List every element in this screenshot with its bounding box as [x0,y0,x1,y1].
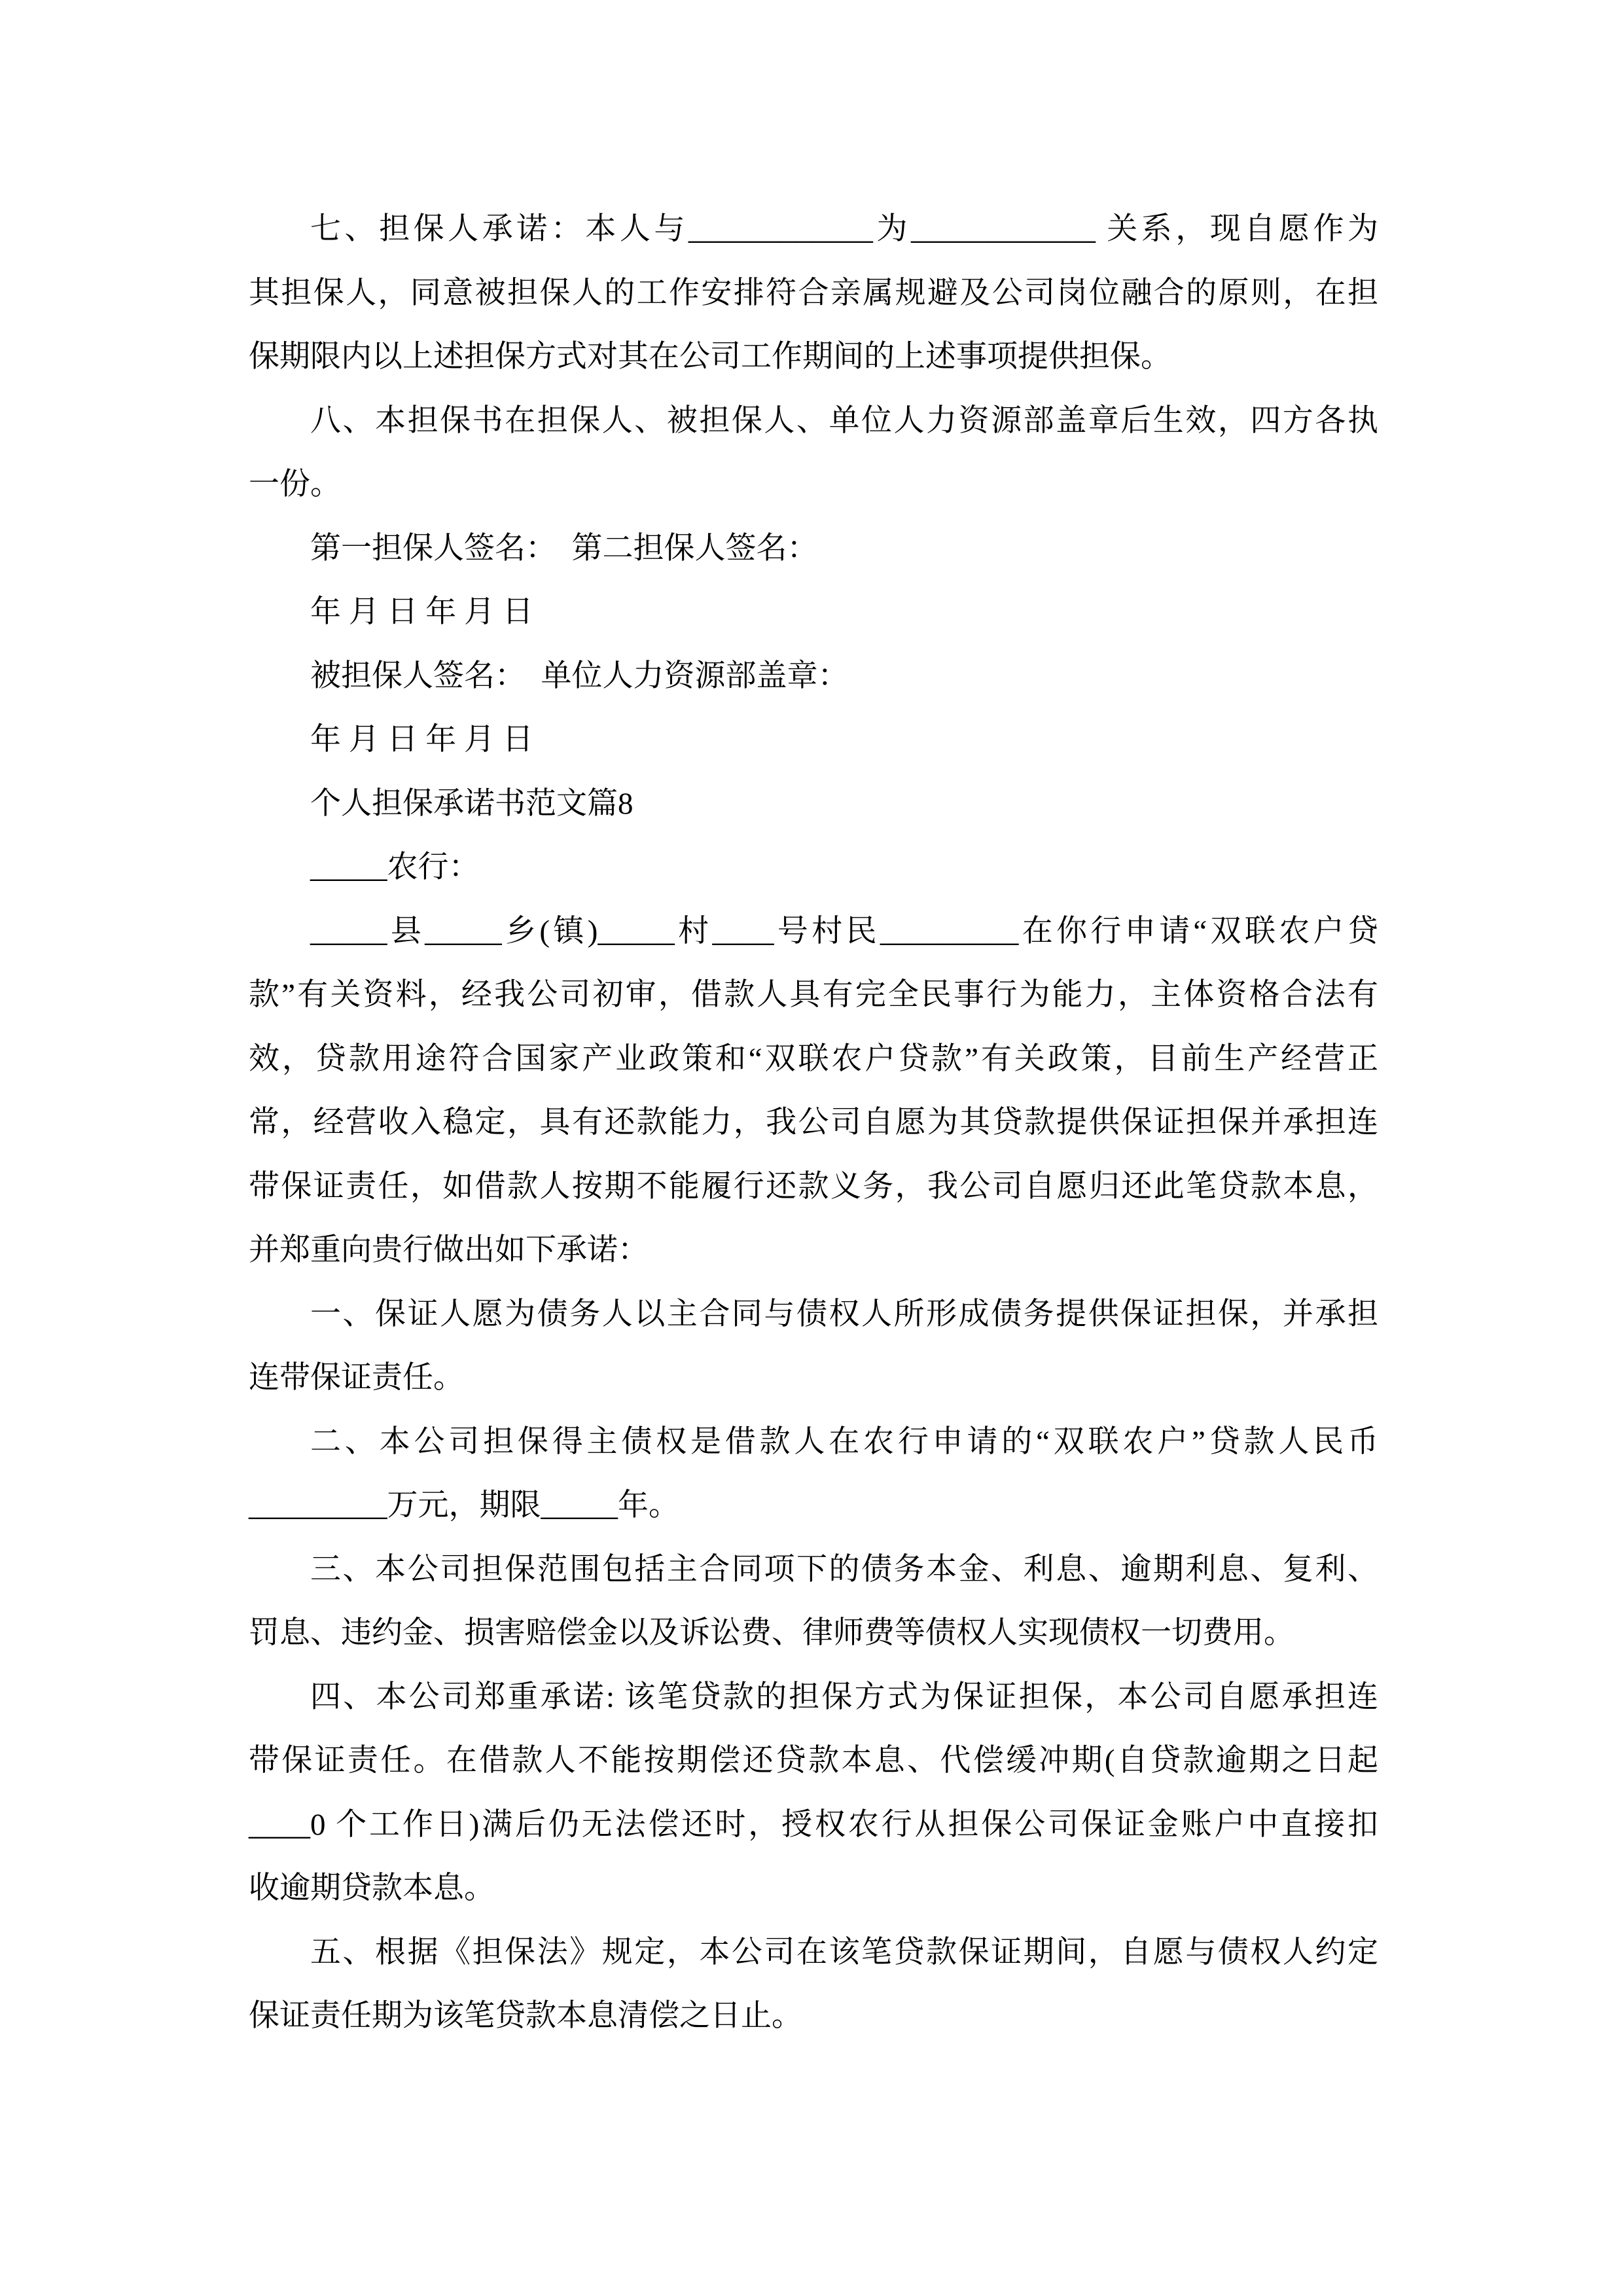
text-line: 连带保证责任。 [249,1361,464,1395]
text-line: _____县_____乡(镇)_____村____号村民_________在你行申请“双联农户贷 [310,914,1378,948]
text-line: 并郑重向贵行做出如下承诺： [249,1233,649,1267]
text-line: 被担保人签名： 单位人力资源部盖章： [310,658,849,693]
text-line: _____农行： [310,850,480,884]
document-body [249,198,1378,2049]
text-line: _________万元，期限_____年。 [249,1488,679,1522]
text-line: 五、根据《担保法》规定，本公司在该笔贷款保证期间，自愿与债权人约定 [310,1935,1378,1969]
text-line: 收逾期贷款本息。 [249,1871,495,1905]
text-line: 效，贷款用途符合国家产业政策和“双联农户贷款”有关政策，目前生产经营正 [249,1041,1378,1076]
text-line: 保证责任期为该笔贷款本息清偿之日止。 [249,1999,802,2033]
text-line: 常，经营收入稳定，具有还款能力，我公司自愿为其贷款提供保证担保并承担连 [249,1105,1378,1139]
text-line: ____0 个工作日)满后仍无法偿还时，授权农行从担保公司保证金账户中直接扣 [249,1807,1378,1842]
text-line: 其担保人，同意被担保人的工作安排符合亲属规避及公司岗位融合的原则，在担 [249,276,1378,310]
text-line: 带保证责任，如借款人按期不能履行还款义务，我公司自愿归还此笔贷款本息， [249,1169,1378,1204]
text-line: 罚息、违约金、损害赔偿金以及诉讼费、律师费等债权人实现债权一切费用。 [249,1616,1294,1650]
text-line: 一、保证人愿为债务人以主合同与债权人所形成债务提供保证担保，并承担 [310,1297,1378,1331]
doc-section-title: 个人担保承诺书范文篇8 [310,786,633,821]
text-line: 第一担保人签名： 第二担保人签名： [310,531,818,565]
text-line: 四、本公司郑重承诺: 该笔贷款的担保方式为保证担保，本公司自愿承担连 [310,1679,1378,1714]
text-line: 七、担保人承诺：本人与____________为____________ 关系，现自愿作为 [310,212,1378,246]
text-line: 二、本公司担保得主债权是借款人在农行申请的“双联农户”贷款人民币 [310,1424,1378,1459]
text-line: 八、本担保书在担保人、被担保人、单位人力资源部盖章后生效，四方各执 [310,403,1378,438]
text-line: 保期限内以上述担保方式对其在公司工作期间的上述事项提供担保。 [249,340,1171,374]
text-line: 年 月 日 年 月 日 [310,595,533,629]
text-line: 三、本公司担保范围包括主合同项下的债务本金、利息、逾期利息、复利、 [310,1552,1378,1587]
text-line: 年 月 日 年 月 日 [310,723,533,757]
text-line: 款”有关资料，经我公司初审，借款人具有完全民事行为能力，主体资格合法有 [249,978,1378,1012]
text-line: 一份。 [249,467,341,501]
text-line: 带保证责任。在借款人不能按期偿还贷款本息、代偿缓冲期(自贷款逾期之日起 [249,1744,1378,1778]
